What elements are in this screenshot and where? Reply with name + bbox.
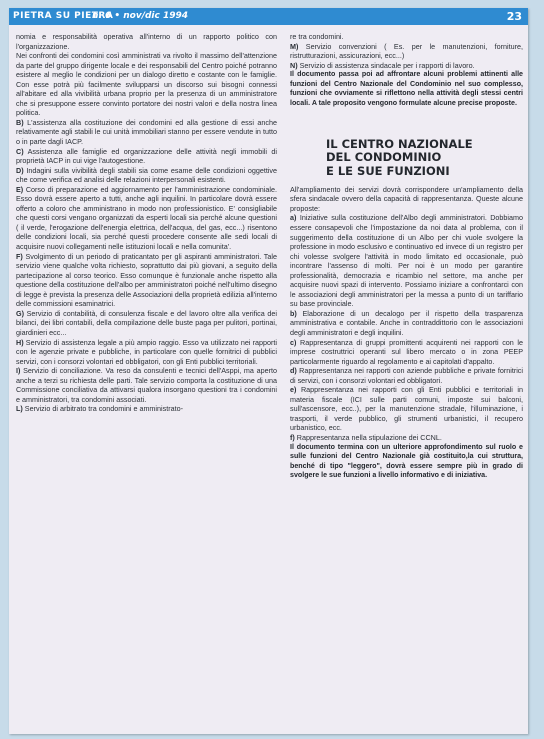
item-label: M) [290, 41, 299, 51]
item-text: Assistenza alle famiglie ed organizzazione delle attività negli immobili di proprietà IACP in cui vige l'autogestione. [16, 146, 277, 166]
list-item-c [290, 338, 523, 367]
list-item-h [16, 338, 277, 367]
item-label: L) [16, 404, 23, 414]
editorial-note: Il documento passa poi ad affrontare alcuni problemi attinenti alle funzioni del Centro Nazionale del Condominio nel suo complesso, funzioni che ovviamente si riflettono nella attività degli stessi centri locali. A tale proposito vengono formulate alcune precise proposte. [290, 70, 523, 107]
list-item-b [290, 309, 523, 338]
list-item-l [16, 404, 277, 414]
paragraph [16, 51, 277, 118]
item-text: Servizio di contabilità, di consulenza fiscale e del lavoro oltre alla verifica dei bilanci, dei libri contabili, della compilazione delle buste paga per pulitori, portinai, giardinieri ecc... [16, 308, 277, 337]
left-column [16, 32, 277, 414]
item-label: G) [16, 308, 24, 318]
item-text: Corso di preparazione ed aggiornamento per l'amministrazione condominiale. Esso dovrà essere aperto a tutti, anche agli inquilini. In particolare dovrà essere offerto a coloro che amministrano in modo non professionistico. E' consigliabile che questi corsi vengano organizzati da esperti locali sia perché alcune questioni ( il verde, l'erogazione dell'energia elettrica, dell'acqua, del gas, ecc...) risentono delle condizioni locali, sia perché questi procedere consente alle sedi locali di acquisire nuovi collegamenti nelle istituzioni locali e nella comunita'. [16, 184, 277, 252]
paragraph [290, 185, 523, 214]
closing-note: Il documento termina con un ulteriore approfondimento sul ruolo e sulle funzioni del Centro Nazionale già costituito,la cui struttura, benché di tipo "leggero", dovrà essere sempre più in grado di svolgere le sue funzioni a livello informativo e di iniziativa. [290, 442, 523, 480]
item-text: Servizio di assistenza sindacale per i rapporti di lavoro. [299, 60, 475, 70]
paragraph-text: nomia e responsabilità operativa all'interno di un rapporto politico con l'organizzazione. [16, 32, 277, 51]
paragraph-text: All'ampliamento dei servizi dovrà corrispondere un'ampliamento della sfera sindacale ovvero della capacità di rappresentanza. Queste alcune proposte: [290, 184, 523, 213]
section-title-line: E LE SUE FUNZIONI [326, 163, 450, 178]
list-item-b [16, 118, 277, 147]
item-label: F) [16, 251, 23, 261]
right-column [290, 32, 523, 481]
section-title-line: DEL CONDOMINIO [326, 150, 442, 165]
item-label: b) [290, 308, 297, 318]
paragraph-text: Nei confronti dei condomini così amministrati va rivolto il massimo dell'attenzione da parte del gruppo dirigente locale e dei responsabili del Centro poiché potranno esistere al meglio le condizioni per un dialogo diretto e costante con le famiglie. Con esse potrà più facilmente svilupparsi un discorso sui bisogni connessi all'abitare ed alla vivibilità urbana proprio per la presenza di un amministratore che si presuppone essere convinto portatore dei nostri valori e della nostra linea politica. [16, 51, 277, 118]
item-text: Servizio convenzioni ( Es. per le manutenzioni, forniture, ristrutturazioni, assicurazioni, ecc...) [290, 41, 523, 61]
item-text: Rappresentanza nella stipulazione dei CCNL. [296, 433, 442, 443]
magazine-title: PIETRA SU PIETRA [13, 11, 114, 21]
item-label: D) [16, 165, 24, 175]
item-label: H) [16, 337, 24, 347]
item-text: Rappresentanza di gruppi promittenti acquirenti nei rapporti con le imprese costruttrici operanti sul libero mercato o in zona PEEP particolarmente riguardo al regolamento e ai capitolati d'appalto. [290, 337, 523, 366]
item-label: E) [16, 184, 24, 194]
item-text: Iniziative sulla costituzione dell'Albo degli amministratori. Dobbiamo essere consapevoli che l'impostazione da noi data al problema, con il suggerimento della costituzione di un Albo per chi vuole svolgere la professione in modo esclusivo e continuativo ed invece di un registro per chi volesse svolgere l'attività in modo limitato ed occasionale, può incontrare l'assenso di molti. Per noi è un modo per garantire professionalità, democrazia e ricambio nel settore, ma anche per acquisire nuovi spazi di intervento. Possiamo iniziare a confrontarci con le associazioni degli amministratori per la messa a punto di un tariffario su base provinciale. [290, 213, 524, 309]
list-item-d [16, 166, 277, 185]
list-item-m [290, 42, 523, 61]
page-number: 23 [506, 10, 522, 23]
section-title [326, 138, 523, 178]
item-text: Elaborazione di un decalogo per il rispetto della trasparenza amministrativa e contabile. Anche in contraddittorio con le associazioni degli amministratori e degli inquilini. [290, 308, 523, 337]
item-text: Rappresentanza nei rapporti con gli Enti pubblici e territoriali in materia fiscale (ICI sulle parti comuni, imposte sui balconi, sull'ascensore, ecc..), per la manutenzione stradale, l'illuminazione, i trasporti, il verde pubblico, gli strumenti urbanistici, il recupero urbanistico, ecc. [290, 385, 523, 433]
page-header [9, 8, 528, 25]
item-label: I) [16, 366, 21, 376]
list-item-e [16, 185, 277, 252]
item-text: Svolgimento di un periodo di praticantato per gli aspiranti amministratori. Tale servizio viene qualche volta richiesto, soprattutto dai più giovani, a seguito della partecipazione al corso teorico. Esso comunque è funzionale anche rispetto alla questione della costituzione dell'albo per amministratori poiché nell'ultimo disegno di legge è prevista la presenza delle Associazioni della proprietà edilizia all'interno delle commissioni esaminatrici. [16, 251, 277, 309]
item-label: N) [290, 60, 298, 70]
list-item-i [16, 366, 277, 404]
paragraph-text: re tra condomini. [290, 32, 344, 41]
list-item-d [290, 366, 523, 385]
list-item-c [16, 147, 277, 166]
item-text: L'assistenza alla costituzione dei condomini ed alla gestione di essi anche relativamente agli stabili le cui unità immobiliari stanno per essere vendute in tutto o in parte dagli IACP. [16, 117, 277, 147]
item-text: Servizio di assistenza legale a più ampio raggio. Esso va utilizzato nei rapporti con le agenzie private e pubbliche, in particolare con quelle fornitrici di pubblici servizi, con i consorzi volontari ed obbligatori, con gli Enti pubblici territoriali. [16, 337, 278, 366]
item-text: Servizio di arbitrato tra condomini e amministrato- [24, 404, 183, 414]
item-text: Servizio di conciliazione. Va reso da consulenti e tecnici dell'Asppi, ma aperto anche a terzi su richiesta delle parti. Tale servizio comporta la costituzione di una Commissione conciliativa da attivarsi qualora insorgano questioni tra i condomini e amministratori, tra condomini associati. [16, 366, 277, 404]
item-label: e) [290, 385, 297, 395]
section-title-line: IL CENTRO NAZIONALE [326, 137, 473, 152]
item-label: C) [16, 146, 24, 156]
item-label: f) [290, 433, 295, 443]
issue-info: n. 6 • nov/dic 1994 [92, 11, 189, 21]
list-item-f [16, 252, 277, 309]
magazine-page [9, 8, 528, 734]
item-label: c) [290, 337, 297, 347]
list-item-f [290, 433, 523, 443]
list-item-n [290, 61, 523, 71]
list-item-a [290, 213, 523, 308]
paragraph [16, 32, 277, 51]
item-label: d) [290, 366, 297, 376]
list-item-e [290, 385, 523, 433]
list-item-g [16, 309, 277, 338]
item-text: Rappresentanza nei rapporti con aziende pubbliche e private fornitrici di servizi, con i consorzi volontari ed obbligatori. [290, 366, 523, 385]
item-label: B) [16, 117, 24, 127]
item-text: Indagini sulla vivibilità degli stabili sia come esame delle condizioni oggettive che come verifica ed analisi delle relazioni interpersonali esistenti. [16, 165, 277, 185]
paragraph [290, 32, 523, 42]
item-label: a) [290, 213, 297, 223]
